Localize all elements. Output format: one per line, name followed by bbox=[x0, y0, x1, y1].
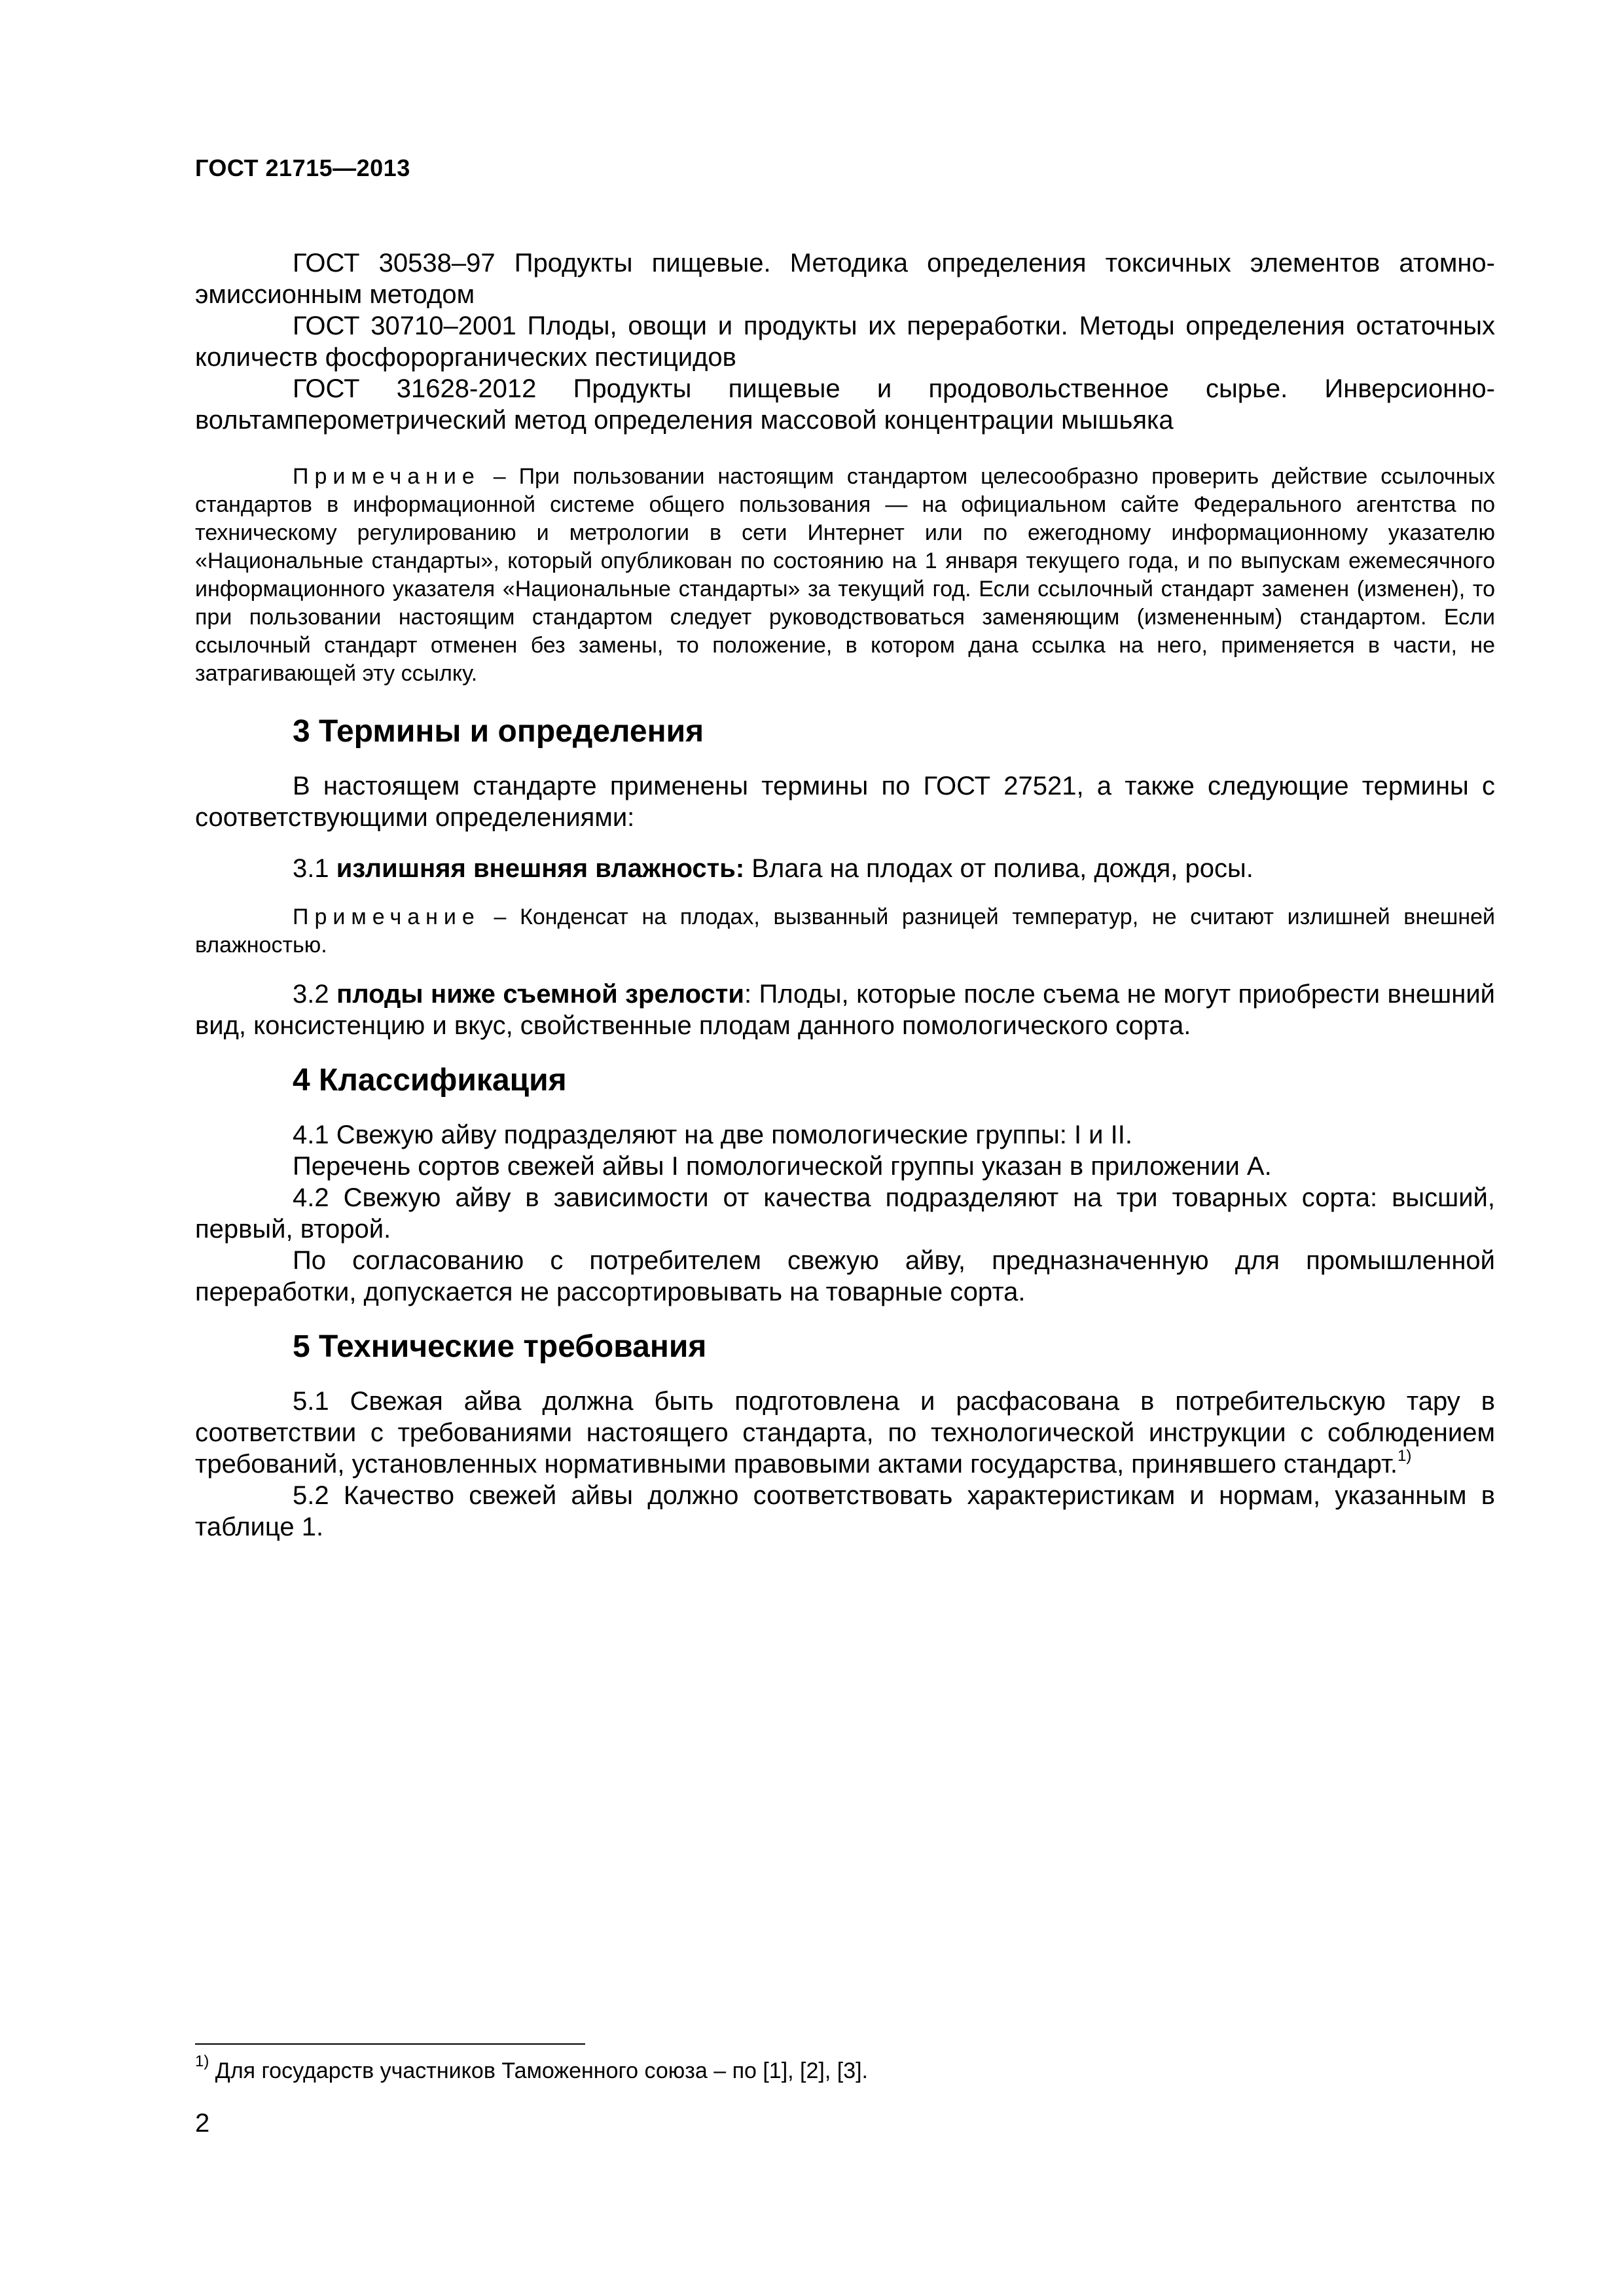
page-number: 2 bbox=[195, 2109, 210, 2138]
clause-5-2: 5.2 Качество свежей айвы должно соответствовать характеристикам и нормам, указанным в таблице 1. bbox=[195, 1481, 1495, 1541]
footnote bbox=[195, 2053, 868, 2085]
section-3-intro: В настоящем стандарте применены термины по ГОСТ 27521, а также следующие термины с соответствующими определениями: bbox=[195, 772, 1495, 832]
page-content bbox=[195, 247, 1495, 1543]
clause-5-1 bbox=[195, 1386, 1495, 1480]
footnote-ref: 1) bbox=[1398, 1447, 1412, 1465]
footnote-mark: 1) bbox=[195, 2053, 209, 2070]
clause-4-1-list: Перечень сортов свежей айвы I помологической группы указан в приложении А. bbox=[293, 1152, 1272, 1181]
normative-references bbox=[195, 247, 1495, 436]
section-5-body bbox=[195, 1386, 1495, 1543]
term-3-2 bbox=[195, 978, 1495, 1041]
document-header: ГОСТ 21715—2013 bbox=[195, 154, 410, 181]
clause-text: 5.1 Свежая айва должна быть подготовлена и расфасована в потребительскую тару в соответствии с требованиями настоящего стандарта, по технологической инструкции с соблюдением требований, установленных нормативными правовыми актами государства, принявшего стандарт. bbox=[195, 1387, 1495, 1479]
note-text: – При пользовании настоящим стандартом целесообразно проверить действие ссылочных стандартов в информационной системе общего пользования — на официальном сайте Федерального агентства по техническому регулированию и метрологии в сети Интернет или по ежегодному информационному указателю «Национальные стандарты», который опубликован по состоянию на 1 января текущего года, и по выпускам ежемесячного информационного указателя «Национальные стандарты» за текущий год. Если ссылочный стандарт заменен (изменен), то при пользовании настоящим стандартом следует руководствоваться заменяющим (измененным) стандартом. Если ссылочный стандарт отменен без замены, то положение, в котором дана ссылка на него, применяется в части, не затрагивающей эту ссылку. bbox=[195, 464, 1495, 686]
note-label: Примечание bbox=[293, 905, 480, 929]
section-4-body bbox=[195, 1119, 1495, 1308]
term-name: излишняя внешняя влажность: bbox=[336, 854, 745, 883]
clause-4-2-agreement: По согласованию с потребителем свежую айву, предназначенную для промышленной переработки, допускается не рассортировывать на товарные сорта. bbox=[195, 1246, 1495, 1306]
section-4-heading: 4 Классификация bbox=[293, 1063, 567, 1098]
clause-4-1: 4.1 Свежую айву подразделяют на две помологические группы: I и II. bbox=[293, 1121, 1132, 1149]
footnote-text: Для государств участников Таможенного союза – по [1], [2], [3]. bbox=[209, 2058, 868, 2083]
reference-gost-30710: ГОСТ 30710–2001 Плоды, овощи и продукты их переработки. Методы определения остаточных количеств фосфорорганических пестицидов bbox=[195, 312, 1495, 372]
term-number: 3.1 bbox=[293, 854, 336, 883]
term-3-1-note bbox=[195, 903, 1495, 960]
section-3-heading: 3 Термины и определения bbox=[293, 714, 704, 749]
section-5-heading: 5 Технические требования bbox=[293, 1329, 707, 1364]
term-name: плоды ниже съемной зрелости bbox=[336, 980, 744, 1009]
clause-4-2: 4.2 Свежую айву в зависимости от качества подразделяют на три товарных сорта: высший, первый, второй. bbox=[195, 1183, 1495, 1244]
reference-gost-31628: ГОСТ 31628-2012 Продукты пищевые и продовольственное сырье. Инверсионно-вольтамперометрический метод определения массовой концентрации мышьяка bbox=[195, 374, 1495, 435]
reference-gost-30538: ГОСТ 30538–97 Продукты пищевые. Методика определения токсичных элементов атомно-эмиссионным методом bbox=[195, 249, 1495, 309]
footnote-separator bbox=[195, 2043, 585, 2045]
term-definition: : Плоды, которые после съема не могут приобрести внешний вид, консистенцию и вкус, свойственные плодам данного помологического сорта. bbox=[195, 980, 1496, 1040]
term-definition: Влага на плодах от полива, дождя, росы. bbox=[744, 854, 1254, 883]
term-3-1 bbox=[195, 853, 1495, 884]
reference-note bbox=[195, 463, 1495, 688]
note-text: – Конденсат на плодах, вызванный разницей температур, не считают излишней внешней влажностью. bbox=[195, 905, 1495, 958]
note-label: Примечание bbox=[293, 464, 480, 489]
term-number: 3.2 bbox=[293, 980, 337, 1009]
